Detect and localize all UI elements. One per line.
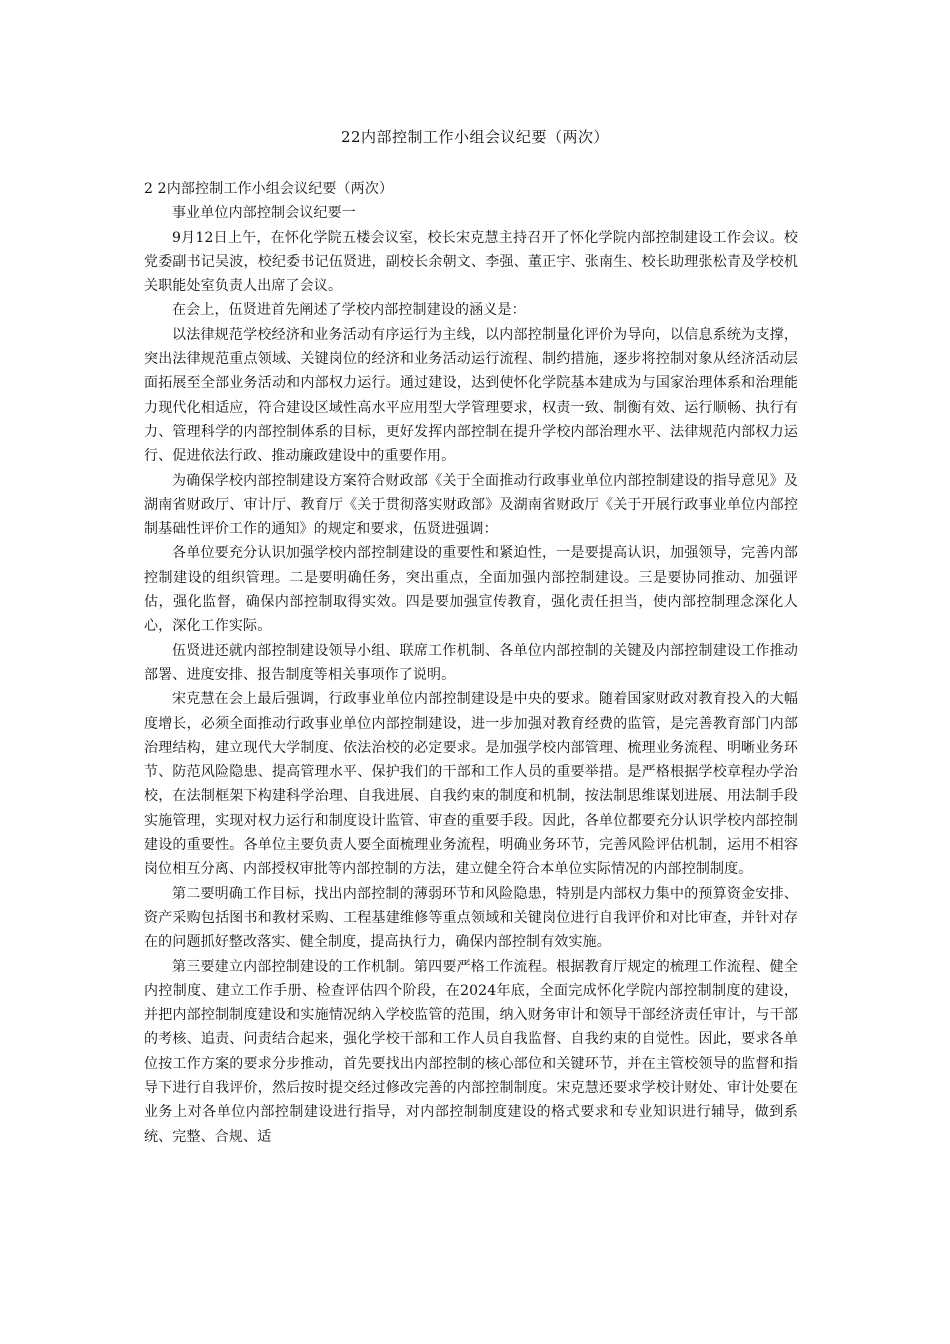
document-body <box>144 177 798 1149</box>
section-heading: 事业单位内部控制会议纪要一 <box>172 205 356 222</box>
paragraph: 伍贤进还就内部控制建设领导小组、联席工作机制、各单位内部控制的关键及内部控制建设工作推动部署、进度安排、报告制度等相关事项作了说明。 <box>144 642 798 683</box>
document-title: 22内部控制工作小组会议纪要（两次） <box>340 128 610 146</box>
paragraph: 宋克慧在会上最后强调，行政事业单位内部控制建设是中央的要求。随着国家财政对教育投入的大幅度增长，必须全面推动行政事业单位内部控制建设，进一步加强对教育经费的监管，是完善教育部门内部治理结构，建立现代大学制度、依法治校的必定要求。是加强学校内部管理、梳理业务流程、明晰业务环节、防范风险隐患、提高管理水平、保护我们的干部和工作人员的重要举措。是严格根据学校章程办学治校，在法制框架下构建科学治理、自我进展、自我约束的制度和机制，按法制思维谋划进展、用法制手段实施管理，实现对权力运行和制度设计监管、审查的重要手段。因此，各单位都要充分认识学校内部控制建设的重要性。各单位主要负责人要全面梳理业务流程，明确业务环节，完善风险评估机制，运用不相容岗位相互分离、内部授权审批等内部控制的方法，建立健全符合本单位实际情况的内部控制制度。 <box>144 691 798 878</box>
paragraph: 各单位要充分认识加强学校内部控制建设的重要性和紧迫性，一是要提高认识，加强领导，完善内部控制建设的组织管理。二是要明确任务，突出重点，全面加强内部控制建设。三是要协同推动、加强评估，强化监督，确保内部控制取得实效。四是要加强宣传教育，强化责任担当，使内部控制理念深化人心，深化工作实际。 <box>144 545 798 635</box>
document-subtitle: 2 2内部控制工作小组会议纪要（两次） <box>144 181 394 197</box>
paragraph: 9月12日上午，在怀化学院五楼会议室，校长宋克慧主持召开了怀化学院内部控制建设工作会议。校党委副书记吴波，校纪委书记伍贤进，副校长余朝文、李强、董正宇、张南生、校长助理张松青及学校机关职能处室负责人出席了会议。 <box>144 229 798 295</box>
paragraph: 为确保学校内部控制建设方案符合财政部《关于全面推动行政事业单位内部控制建设的指导意见》及湖南省财政厅、审计厅、教育厅《关于贯彻落实财政部》及湖南省财政厅《关于开展行政事业单位内部控制基础性评价工作的通知》的规定和要求，伍贤进强调： <box>144 472 798 538</box>
paragraph: 第三要建立内部控制建设的工作机制。第四要严格工作流程。根据教育厅规定的梳理工作流程、健全内控制度、建立工作手册、检查评估四个阶段，在2024年底，全面完成怀化学院内部控制制度的建设，并把内部控制制度建设和实施情况纳入学校监管的范围，纳入财务审计和领导干部经济责任审计，与干部的考核、追责、问责结合起来，强化学校干部和工作人员自我监督、自我约束的自觉性。因此，要求各单位按工作方案的要求分步推动，首先要找出内部控制的核心部位和关键环节，并在主管校领导的监督和指导下进行自我评价，然后按时提交经过修改完善的内部控制制度。宋克慧还要求学校计财处、审计处要在业务上对各单位内部控制建设进行指导，对内部控制制度建设的格式要求和专业知识进行辅导，做到系统、完整、合规、适 <box>144 958 798 1145</box>
paragraph: 在会上，伍贤进首先阐述了学校内部控制建设的涵义是： <box>172 302 526 319</box>
paragraph: 以法律规范学校经济和业务活动有序运行为主线，以内部控制量化评价为导向，以信息系统为支撑，突出法律规范重点领域、关键岗位的经济和业务活动运行流程、制约措施，逐步将控制对象从经济活动层面拓展至全部业务活动和内部权力运行。通过建设，达到使怀化学院基本建成为与国家治理体系和治理能力现代化相适应，符合建设区域性高水平应用型大学管理要求，权责一致、制衡有效、运行顺畅、执行有力、管理科学的内部控制体系的目标，更好发挥内部控制在提升学校内部治理水平、法律规范内部权力运行、促进依法行政、推动廉政建设中的重要作用。 <box>144 326 798 465</box>
paragraph: 第二要明确工作目标，找出内部控制的薄弱环节和风险隐患，特别是内部权力集中的预算资金安排、资产采购包括图书和教材采购、工程基建维修等重点领域和关键岗位进行自我评价和对比审查，并针对存在的问题抓好整改落实、健全制度，提高执行力，确保内部控制有效实施。 <box>144 885 798 951</box>
